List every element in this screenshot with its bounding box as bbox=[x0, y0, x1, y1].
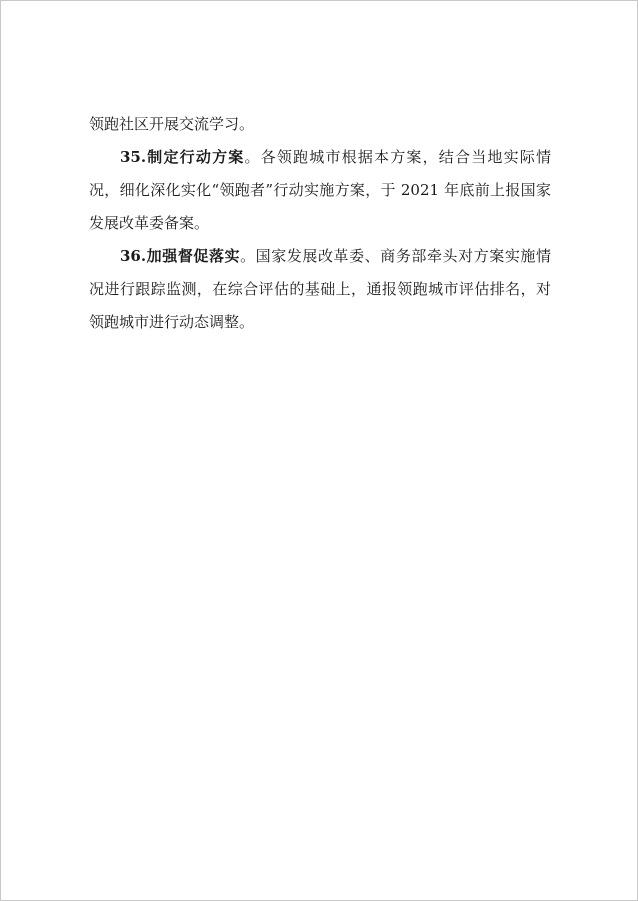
paragraph-text: 。各领跑城市根据本方案，结合当地实际情况，细化深化实化“领跑者”行动实施方案，于 2021 年底前上报国家发展改革委备案。 bbox=[89, 148, 551, 232]
document-body bbox=[89, 108, 551, 339]
paragraph-heading: 35.制定行动方案 bbox=[120, 148, 245, 166]
paragraph-text: 领跑社区开展交流学习。 bbox=[89, 115, 255, 133]
paragraph-text: 。国家发展改革委、商务部牵头对方案实施情况进行跟踪监测，在综合评估的基础上，通报领跑城市评估排名，对领跑城市进行动态调整。 bbox=[89, 247, 551, 331]
paragraph-continuation bbox=[89, 108, 551, 141]
paragraph-heading: 36.加强督促落实 bbox=[120, 247, 241, 265]
paragraph-36 bbox=[89, 240, 551, 339]
paragraph-35 bbox=[89, 141, 551, 240]
